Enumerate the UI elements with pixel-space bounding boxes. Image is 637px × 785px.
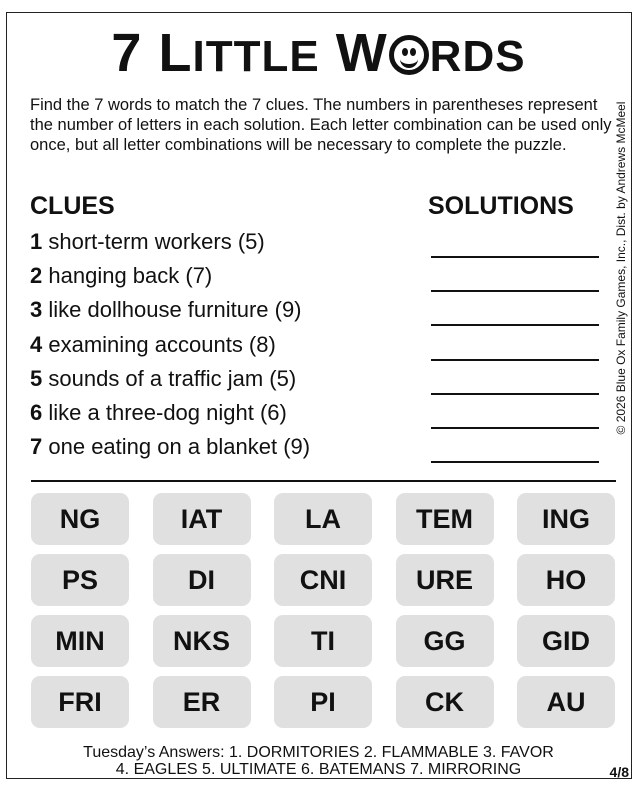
clues-header: CLUES bbox=[30, 192, 115, 220]
letter-tile[interactable]: LA bbox=[274, 493, 372, 545]
letter-tile[interactable]: CK bbox=[396, 676, 494, 728]
smiley-icon bbox=[389, 35, 429, 75]
clue-6 bbox=[30, 400, 287, 426]
copyright-credit: © 2026 Blue Ox Family Games, Inc., Dist. by Andrews McMeel bbox=[614, 101, 628, 435]
clue-3 bbox=[30, 297, 302, 323]
previous-answers: Tuesday’s Answers: 1. DORMITORIES 2. FLAMMABLE 3. FAVOR 4. EAGLES 5. ULTIMATE 6. BATEMANS 7. MIRRORING bbox=[83, 744, 554, 778]
clue-2 bbox=[30, 263, 212, 289]
clue-4 bbox=[30, 332, 276, 358]
clue-7 bbox=[30, 434, 310, 460]
letter-tile[interactable]: URE bbox=[396, 554, 494, 606]
letter-tile[interactable]: CNI bbox=[274, 554, 372, 606]
date-label: 4/8 bbox=[609, 764, 629, 780]
instructions: Find the 7 words to match the 7 clues. The numbers in parentheses represent the number of letters in each solution. Each letter combination can be used only once, but all letter combinations will be necessary to complete the puzzle. bbox=[30, 96, 612, 154]
clue-number: 5 bbox=[30, 365, 43, 391]
letter-tile[interactable]: ER bbox=[153, 676, 251, 728]
letter-tile[interactable]: GG bbox=[396, 615, 494, 667]
solution-line-6[interactable] bbox=[431, 427, 599, 429]
solution-line-1[interactable] bbox=[431, 256, 599, 258]
solutions-header: SOLUTIONS bbox=[428, 192, 574, 220]
clue-text: like a three-dog night (6) bbox=[48, 400, 287, 425]
clue-number: 6 bbox=[30, 400, 43, 425]
letter-tile[interactable]: IAT bbox=[153, 493, 251, 545]
clue-text: like dollhouse furniture (9) bbox=[48, 297, 302, 323]
letter-tile[interactable]: PS bbox=[31, 554, 129, 606]
clue-text: sounds of a traffic jam (5) bbox=[48, 365, 297, 391]
solution-line-2[interactable] bbox=[431, 290, 599, 292]
puzzle-title: 7 LITTLE W RDS bbox=[111, 23, 526, 83]
letter-tile[interactable]: DI bbox=[153, 554, 251, 606]
letter-tile[interactable]: HO bbox=[517, 554, 615, 606]
clue-number: 7 bbox=[30, 434, 43, 460]
letter-tile[interactable]: TI bbox=[274, 615, 372, 667]
clue-text: examining accounts (8) bbox=[48, 331, 276, 357]
solution-line-4[interactable] bbox=[431, 359, 599, 361]
clue-number: 2 bbox=[30, 263, 43, 289]
letter-tile[interactable]: FRI bbox=[31, 676, 129, 728]
letter-tile[interactable]: NKS bbox=[153, 615, 251, 667]
letter-tile[interactable]: TEM bbox=[396, 493, 494, 545]
solution-line-3[interactable] bbox=[431, 324, 599, 326]
clue-text: hanging back (7) bbox=[48, 263, 213, 289]
solution-line-7[interactable] bbox=[431, 461, 599, 463]
letter-tile[interactable]: GID bbox=[517, 615, 615, 667]
clue-number: 3 bbox=[30, 297, 43, 323]
clue-text: short-term workers (5) bbox=[48, 229, 265, 254]
clue-text: one eating on a blanket (9) bbox=[48, 434, 311, 460]
clue-5 bbox=[30, 366, 296, 392]
solution-line-5[interactable] bbox=[431, 393, 599, 395]
clue-1 bbox=[30, 229, 265, 255]
letter-tile[interactable]: MIN bbox=[31, 615, 129, 667]
letter-tile[interactable]: PI bbox=[274, 676, 372, 728]
divider bbox=[31, 480, 616, 482]
letter-tile[interactable]: ING bbox=[517, 493, 615, 545]
letter-tile[interactable]: AU bbox=[517, 676, 615, 728]
clue-number: 4 bbox=[30, 331, 43, 357]
clue-number: 1 bbox=[30, 229, 43, 254]
letter-tile[interactable]: NG bbox=[31, 493, 129, 545]
